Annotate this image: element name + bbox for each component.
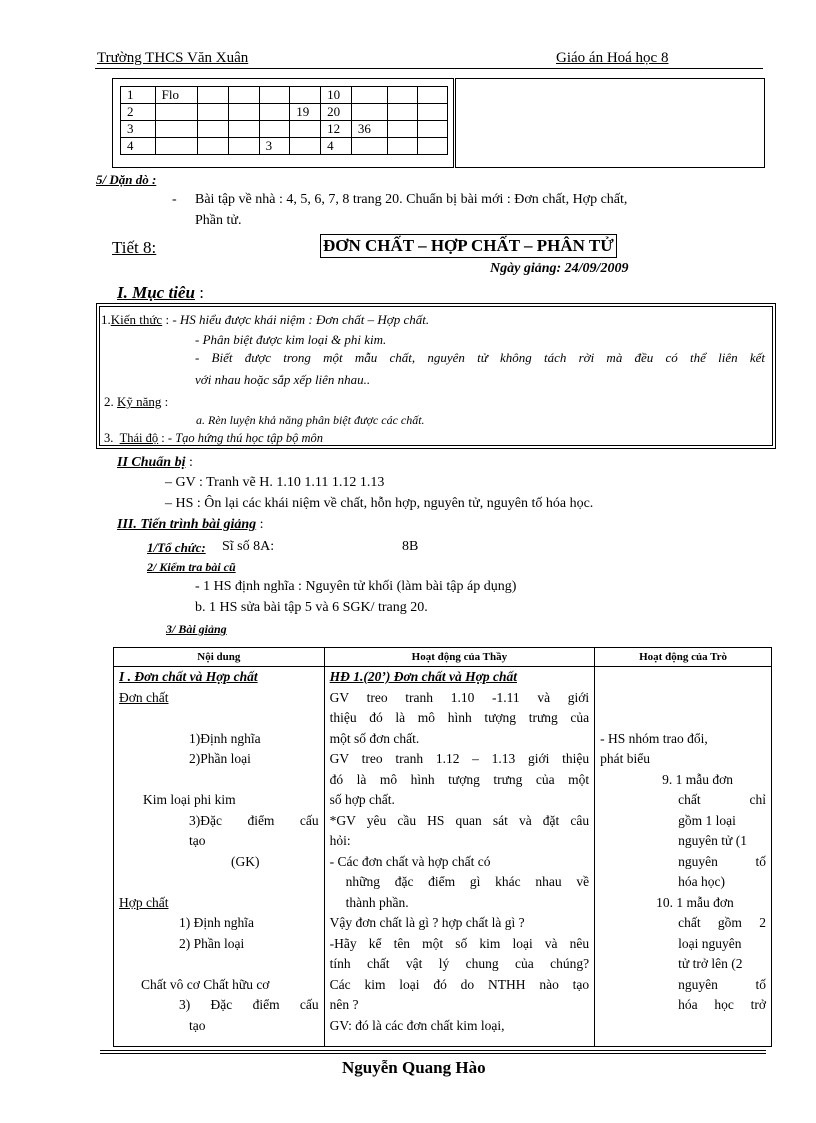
thaido-label: Thái độ [119,431,159,445]
grid-cell [228,138,259,155]
grid-cell [418,87,448,104]
dando-line1: Bài tập về nhà : 4, 5, 6, 7, 8 trang 20. Chuẩn bị bài mới : Đơn chất, Hợp chất, [195,192,628,207]
col2-line: thành phần. [345,894,409,910]
grid-cell [387,121,418,138]
col2-line: số hợp chất. [329,792,395,807]
col2-line: Vậy đơn chất là gì ? hợp chất là gì ? [329,915,525,930]
col2-line: hỏi: [329,833,351,848]
col3-line: chất chỉ [678,792,766,807]
col3-line: hóa học) [678,874,725,889]
col2-title: HĐ 1.(20’) Đơn chất và Hợp chất [329,669,517,684]
col2-line: một số đơn chất. [329,730,420,746]
th-thay: Hoạt động của Thầy [324,648,595,667]
grid-cell [198,87,229,104]
grid-cell [387,104,418,121]
chuanbi-heading-wrap [117,455,193,471]
muctieu-heading-wrap [117,283,204,303]
chuanbi-hs: – HS : Ôn lại các khái niệm về chất, hỗn hợp, nguyên tử, nguyên tố hóa học. [165,496,594,511]
col3-line: nguyên tố [678,976,766,992]
grid-cell [290,138,321,155]
grid-cell [351,104,387,121]
footer-rule-2 [100,1053,766,1054]
kienthuc-3 [195,350,765,366]
col3-line: nguyên tử (1 [678,833,747,848]
grid-cell [228,87,259,104]
grid-cell [198,121,229,138]
col2-line: - Các đơn chất và hợp chất có [329,853,491,869]
col3-line: loại nguyên [678,935,742,951]
footer-author: Nguyễn Quang Hào [342,1058,486,1077]
kiemtra-heading: 2/ Kiểm tra bài cũ [147,560,236,574]
col3-line: gồm 1 loại [678,812,736,828]
col2-line: tính chất vật lý chung của chúng? [329,956,590,971]
col1-line: 2)Phần loại [189,751,251,766]
col1-line [119,770,319,791]
grid-cell: 10 [321,87,352,104]
kynang-num: 2. [104,394,114,409]
grid-cell [228,121,259,138]
grid-cell [259,121,290,138]
tientrinh-colon: : [259,517,264,532]
kienthuc-1: HS hiểu được khái niệm : Đơn chất – Hợp chất. [179,312,430,327]
col3-line: hóa học trở [678,997,766,1012]
thaido-sep: : [161,431,165,445]
col2-line: nên ? [329,997,359,1012]
col3-line: chất gồm 2 [678,915,766,930]
th-tro: Hoạt động của Trò [595,648,772,667]
grid-cell [418,121,448,138]
col1-line: 2) Phần loại [179,935,245,951]
grid-row [121,121,448,138]
col1-line: Chất vô cơ Chất hữu cơ [141,976,270,992]
kienthuc-2: - Phân biệt được kim loại & phi kim. [195,332,387,347]
grid-cell [198,104,229,121]
col-thay [324,667,595,1047]
col1-title: I . Đơn chất và Hợp chất [119,669,258,684]
thaido-num: 3. [104,431,114,445]
col1-line: Kim loại phi kim [143,792,236,807]
col1-line: 1)Định nghĩa [189,730,261,746]
dando-line2: Phần tử. [195,213,242,228]
grid-cell [155,104,198,121]
kynang-label: Kỹ năng [117,394,162,409]
grid-row [121,104,448,121]
lesson-title: ĐƠN CHẤT – HỢP CHẤT – PHÂN TỬ [320,234,617,258]
th-noidung: Nội dung [114,648,325,667]
col3-line: nguyên tố [678,853,766,869]
muctieu-heading: I. Mục tiêu [117,283,195,302]
grid-cell [155,138,198,155]
grid-cell [351,138,387,155]
col1-line: tạo [189,833,206,848]
grid-cell [418,138,448,155]
grid-cell: Flo [155,87,198,104]
grid-side-box [455,78,765,168]
kienthuc-4: với nhau hoặc sắp xếp liên nhau.. [195,372,371,387]
grid-cell: 19 [290,104,321,121]
grid-cell: 3 [121,121,156,138]
col2-line: GV: đó là các đơn chất kim loại, [329,1017,505,1033]
grid-cell [387,138,418,155]
grid-cell: 3 [259,138,290,155]
grid-cell [387,87,418,104]
col2-line: GV treo tranh 1.12 – 1.13 giới thiệu [329,751,590,766]
thaido-row [104,431,323,446]
col3-line [600,708,766,729]
kienthuc-row [101,312,429,328]
grid-cell: 4 [321,138,352,155]
chuanbi-gv: – GV : Tranh vẽ H. 1.10 1.11 1.12 1.13 [165,475,385,490]
kiemtra-line1: - 1 HS định nghĩa : Nguyên tử khối (làm bài tập áp dụng) [195,579,517,594]
grid-cell: 20 [321,104,352,121]
grid-cell [290,87,321,104]
lesson-table [113,647,772,1047]
col-tro [595,667,772,1047]
siso-8b: 8B [402,539,419,554]
grid-cell: 4 [121,138,156,155]
col2-line: -Hãy kể tên một số kim loại và nêu [329,935,590,951]
grid-cell [290,121,321,138]
grid-row [121,87,448,104]
thaido-1: - Tạo hứng thú học tập bộ môn [167,431,323,445]
grid-cell: 36 [351,121,387,138]
col2-line: *GV yêu cầu HS quan sát và đặt câu [329,812,590,828]
col1-line: Hợp chất [119,894,169,910]
grid-cell: 12 [321,121,352,138]
kienthuc-3-text: - Biết được trong một mẫu chất, nguyên tử không tách rời mà đều có thể liên kết [195,350,765,365]
col3-line [600,688,766,709]
grid-cell [418,104,448,121]
grid-cell [351,87,387,104]
lesson-date: Ngày giảng: 24/09/2009 [490,261,629,276]
chuanbi-colon: : [188,455,193,470]
kynang-1: a. Rèn luyện khả năng phân biệt được các chất. [196,413,425,427]
kynang-sep: : [164,394,169,409]
col3-line: - HS nhóm trao đổi, [600,730,708,746]
siso: Sĩ số 8A: [222,539,275,554]
kienthuc-sep: : - [165,312,177,327]
col3-line: 9. 1 mẫu đơn [662,771,734,787]
grid-cell [259,104,290,121]
col2-line: GV treo tranh 1.10 -1.11 và giới [329,689,590,705]
tientrinh-heading: III. Tiến trình bài giảng [117,517,257,532]
grid-cell [198,138,229,155]
kienthuc-label: Kiến thức [110,312,163,327]
col2-line: Các kim loại đó do NTHH nào tạo [329,976,590,992]
tochuc-label: 1/Tổ chức: [147,540,206,555]
col2-line: đó là mô hình tượng trưng của một [329,771,590,787]
tientrinh-heading-wrap [117,517,264,533]
header-rule [95,68,763,69]
crossword-grid [120,86,448,155]
col3-line: phát biểu [600,751,651,766]
grid-cell: 2 [121,104,156,121]
lesson-number: Tiết 8: [112,238,157,257]
col3-line: tử trở lên (2 [678,956,743,971]
kiemtra-line2: b. 1 HS sửa bài tập 5 và 6 SGK/ trang 20. [195,600,428,615]
col1-line: (GK) [231,853,260,869]
grid-row [121,138,448,155]
col-noidung [114,667,325,1047]
grid-cell [228,104,259,121]
col3-line [600,667,766,688]
chuanbi-heading: II Chuẩn bị [117,455,186,470]
dando-heading: 5/ Dặn dò : [96,172,157,187]
col1-line: 1) Định nghĩa [179,915,254,930]
muctieu-colon: : [199,283,204,302]
grid-cell [155,121,198,138]
col2-line: thiệu đó là mô hình tượng trưng của [329,710,590,725]
grid-cell: 1 [121,87,156,104]
kynang-row [104,394,168,410]
baigiang-heading: 3/ Bài giảng [166,622,227,636]
col1-line [119,872,319,893]
col1-line: 3) Đặc điểm cấu [179,997,319,1012]
col1-line: Đơn chất [119,689,169,705]
dando-dash: - [172,192,177,207]
col1-line: tạo [189,1017,206,1033]
col1-line [119,954,319,975]
col3-line: 10. 1 mẫu đơn [656,894,734,910]
col2-line: những đặc điểm gì khác nhau về [345,874,590,889]
header-subject: Giáo án Hoá học 8 [556,50,669,66]
header-school: Trường THCS Văn Xuân [97,50,249,66]
col1-line: 3)Đặc điểm cấu [189,812,319,828]
kienthuc-num: 1. [101,312,111,327]
col1-line [119,708,319,729]
footer-rule-1 [100,1050,766,1051]
grid-cell [259,87,290,104]
